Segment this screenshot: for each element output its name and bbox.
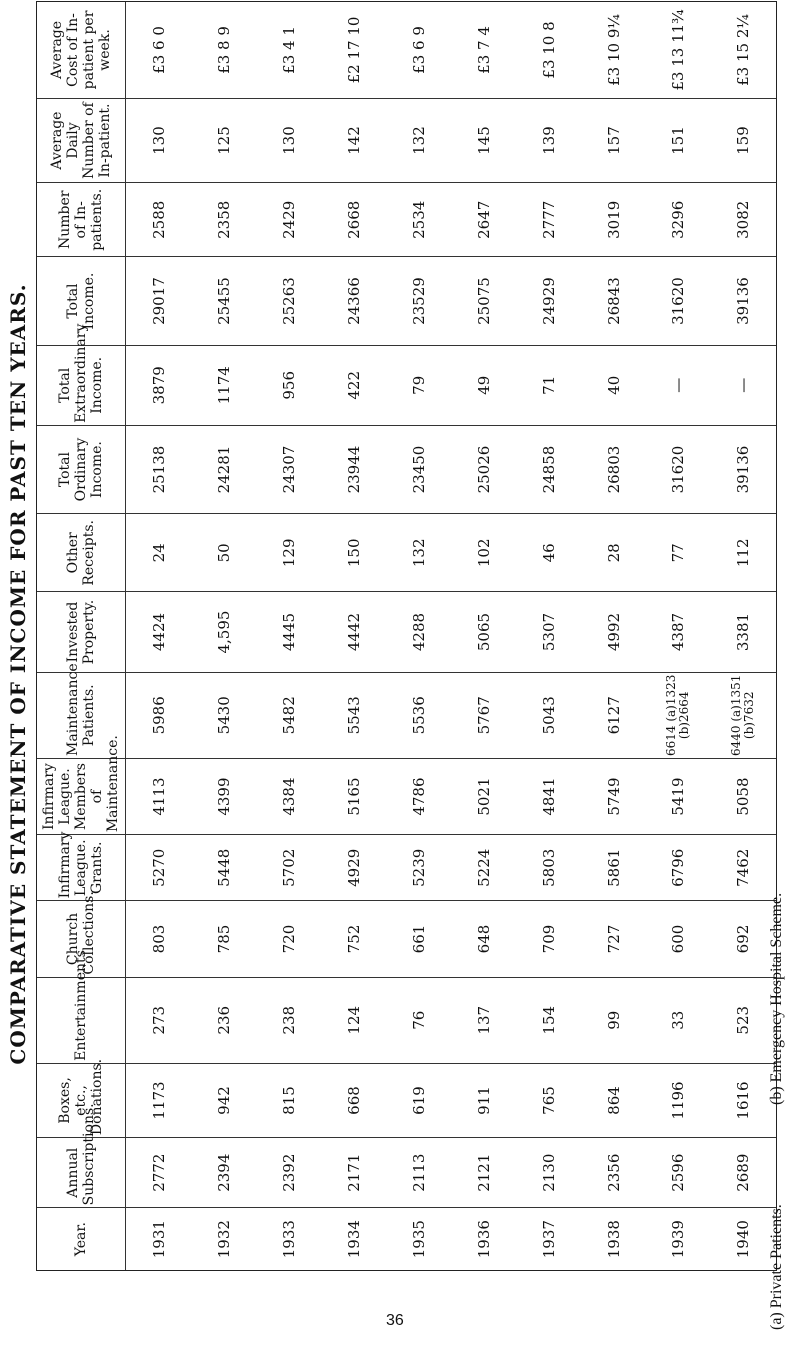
cell-invest: 4992 xyxy=(581,592,646,672)
cell-members: 5749 xyxy=(581,758,646,834)
cell-extra: — xyxy=(711,345,776,425)
column-header: Total Extraordinary Income. xyxy=(37,345,126,425)
cell-maint: 5986 xyxy=(126,672,191,758)
cell-church: 803 xyxy=(126,901,191,977)
cell-inpat: 3082 xyxy=(711,183,776,257)
cell-year: 1940 xyxy=(734,1220,753,1259)
cell-ent: 137 xyxy=(451,977,516,1063)
column-header: Entertainments xyxy=(37,977,126,1063)
cell-cost: £3 8 9 xyxy=(191,2,256,98)
footnote-b: (b) Emergency Hospital Scheme. xyxy=(768,892,785,1105)
cell-invest: 5065 xyxy=(451,592,516,672)
cell-church: 692 xyxy=(711,901,776,977)
table-body xyxy=(126,2,776,1270)
cell-boxes: 911 xyxy=(451,1063,516,1137)
cell-inpat: 2588 xyxy=(126,183,191,257)
cell-ent: 99 xyxy=(581,977,646,1063)
cell-year: 1937 xyxy=(539,1220,558,1259)
cell-members: 4841 xyxy=(516,758,581,834)
cell-year: 1935 xyxy=(409,1220,428,1259)
cell-subs: 2130 xyxy=(516,1138,581,1208)
cell-ord: 24858 xyxy=(516,425,581,513)
cell-maint: 5536 xyxy=(386,672,451,758)
cell-other: 50 xyxy=(191,514,256,592)
cell-daily: 142 xyxy=(321,98,386,182)
column-header: Number of In-patients. xyxy=(37,183,126,257)
cell-extra: 1174 xyxy=(191,345,256,425)
table-row xyxy=(711,2,776,1270)
cell-ord: 24307 xyxy=(256,425,321,513)
cell-inpat: 2534 xyxy=(386,183,451,257)
cell-year: 1936 xyxy=(474,1220,493,1259)
header-row xyxy=(37,2,126,1270)
cell-grants: 5448 xyxy=(191,835,256,901)
cell-subs: 2121 xyxy=(451,1138,516,1208)
cell-invest: 4,595 xyxy=(191,592,256,672)
cell-extra: 956 xyxy=(256,345,321,425)
cell-invest: 4445 xyxy=(256,592,321,672)
cell-maint: 5043 xyxy=(516,672,581,758)
table-row xyxy=(126,2,191,1270)
column-header: Year. xyxy=(37,1208,126,1270)
cell-maint: 5767 xyxy=(451,672,516,758)
cell-church: 661 xyxy=(386,901,451,977)
cell-extra: 79 xyxy=(386,345,451,425)
cell-daily: 130 xyxy=(126,98,191,182)
cell-ord: 24281 xyxy=(191,425,256,513)
cell-members: 4786 xyxy=(386,758,451,834)
cell-year: 1933 xyxy=(279,1220,298,1259)
cell-other: 129 xyxy=(256,514,321,592)
cell-daily: 132 xyxy=(386,98,451,182)
footnote-a: (a) Private Patients. xyxy=(768,1204,785,1330)
cell-church: 752 xyxy=(321,901,386,977)
cell-members: 5165 xyxy=(321,758,386,834)
cell-cost: £3 7 4 xyxy=(451,2,516,98)
cell-boxes: 619 xyxy=(386,1063,451,1137)
cell-church: 785 xyxy=(191,901,256,977)
cell-grants: 6796 xyxy=(646,835,711,901)
cell-inpat: 3019 xyxy=(581,183,646,257)
table-row xyxy=(256,2,321,1270)
cell-invest: 4424 xyxy=(126,592,191,672)
cell-total: 26843 xyxy=(581,257,646,345)
cell-total: 25455 xyxy=(191,257,256,345)
cell-year: 1939 xyxy=(669,1220,688,1259)
column-header: Boxes, etc., Donations. xyxy=(37,1063,126,1137)
cell-boxes: 1616 xyxy=(711,1063,776,1137)
cell-other: 112 xyxy=(711,514,776,592)
cell-ent: 124 xyxy=(321,977,386,1063)
column-header: Maintenance Patients. xyxy=(37,672,126,758)
cell-subs: 2113 xyxy=(386,1138,451,1208)
cell-boxes: 1173 xyxy=(126,1063,191,1137)
cell-members: 4384 xyxy=(256,758,321,834)
cell-invest: 4288 xyxy=(386,592,451,672)
column-header: Infirmary League. Grants. xyxy=(37,835,126,901)
cell-subs: 2394 xyxy=(191,1138,256,1208)
cell-invest: 5307 xyxy=(516,592,581,672)
cell-total: 31620 xyxy=(646,257,711,345)
cell-grants: 5702 xyxy=(256,835,321,901)
cell-cost: £3 6 9 xyxy=(386,2,451,98)
cell-invest: 4387 xyxy=(646,592,711,672)
cell-ord: 25026 xyxy=(451,425,516,513)
cell-extra: — xyxy=(646,345,711,425)
cell-maint: 5543 xyxy=(321,672,386,758)
cell-ent: 76 xyxy=(386,977,451,1063)
cell-maint: 5430 xyxy=(191,672,256,758)
table-row xyxy=(581,2,646,1270)
cell-ord: 23450 xyxy=(386,425,451,513)
cell-members: 4113 xyxy=(126,758,191,834)
cell-grants: 5270 xyxy=(126,835,191,901)
cell-ord: 31620 xyxy=(646,425,711,513)
cell-subs: 2171 xyxy=(321,1138,386,1208)
table-row xyxy=(516,2,581,1270)
cell-grants: 5803 xyxy=(516,835,581,901)
cell-cost: £3 4 1 xyxy=(256,2,321,98)
column-header: Total Ordinary Income. xyxy=(37,425,126,513)
column-header: Invested Property. xyxy=(37,592,126,672)
cell-ord: 39136 xyxy=(711,425,776,513)
cell-grants: 4929 xyxy=(321,835,386,901)
cell-invest: 3381 xyxy=(711,592,776,672)
income-table-grid xyxy=(37,2,776,1270)
cell-subs: 2596 xyxy=(646,1138,711,1208)
cell-other: 132 xyxy=(386,514,451,592)
cell-ent: 236 xyxy=(191,977,256,1063)
column-header: Church Collections. xyxy=(37,901,126,977)
page-title: COMPARATIVE STATEMENT OF INCOME FOR PAST TEN YEARS. xyxy=(6,283,30,1065)
cell-year: 1934 xyxy=(344,1220,363,1259)
cell-inpat: 2429 xyxy=(256,183,321,257)
cell-ent: 33 xyxy=(646,977,711,1063)
cell-year: 1931 xyxy=(149,1220,168,1259)
cell-grants: 5224 xyxy=(451,835,516,901)
cell-extra: 422 xyxy=(321,345,386,425)
cell-grants: 7462 xyxy=(711,835,776,901)
cell-extra: 49 xyxy=(451,345,516,425)
cell-ord: 23944 xyxy=(321,425,386,513)
column-header: Infirmary League. Members of Maintenance. xyxy=(37,758,126,834)
table-row xyxy=(191,2,256,1270)
cell-members: 4399 xyxy=(191,758,256,834)
cell-other: 46 xyxy=(516,514,581,592)
income-table xyxy=(36,1,777,1271)
cell-year: 1938 xyxy=(604,1220,623,1259)
cell-total: 25263 xyxy=(256,257,321,345)
table-row xyxy=(646,2,711,1270)
cell-maint: 6127 xyxy=(581,672,646,758)
page-number: 36 xyxy=(386,1312,404,1329)
cell-daily: 157 xyxy=(581,98,646,182)
cell-subs: 2772 xyxy=(126,1138,191,1208)
cell-ent: 238 xyxy=(256,977,321,1063)
cell-daily: 139 xyxy=(516,98,581,182)
cell-extra: 40 xyxy=(581,345,646,425)
cell-church: 709 xyxy=(516,901,581,977)
cell-daily: 151 xyxy=(646,98,711,182)
cell-total: 24929 xyxy=(516,257,581,345)
cell-inpat: 2358 xyxy=(191,183,256,257)
cell-extra: 71 xyxy=(516,345,581,425)
column-header: Average Daily Number of In-patient. xyxy=(37,98,126,182)
cell-year: 1932 xyxy=(214,1220,233,1259)
cell-grants: 5239 xyxy=(386,835,451,901)
table-row xyxy=(386,2,451,1270)
cell-ent: 523 xyxy=(711,977,776,1063)
cell-maint: 6614 (a)1323 (b)2664 xyxy=(646,672,711,758)
cell-church: 720 xyxy=(256,901,321,977)
cell-total: 23529 xyxy=(386,257,451,345)
cell-total: 24366 xyxy=(321,257,386,345)
cell-members: 5058 xyxy=(711,758,776,834)
cell-ord: 26803 xyxy=(581,425,646,513)
cell-cost: £3 6 0 xyxy=(126,2,191,98)
cell-daily: 145 xyxy=(451,98,516,182)
cell-other: 102 xyxy=(451,514,516,592)
cell-subs: 2392 xyxy=(256,1138,321,1208)
column-header: Average Cost of In-patient per week. xyxy=(37,2,126,98)
cell-inpat: 2668 xyxy=(321,183,386,257)
cell-boxes: 1196 xyxy=(646,1063,711,1137)
cell-other: 24 xyxy=(126,514,191,592)
cell-boxes: 815 xyxy=(256,1063,321,1137)
cell-inpat: 2647 xyxy=(451,183,516,257)
cell-maint: 6440 (a)1351 (b)7632 xyxy=(711,672,776,758)
cell-daily: 159 xyxy=(711,98,776,182)
table-row xyxy=(451,2,516,1270)
cell-other: 28 xyxy=(581,514,646,592)
cell-church: 648 xyxy=(451,901,516,977)
cell-members: 5021 xyxy=(451,758,516,834)
cell-grants: 5861 xyxy=(581,835,646,901)
column-header: Total Income. xyxy=(37,257,126,345)
cell-daily: 130 xyxy=(256,98,321,182)
cell-total: 39136 xyxy=(711,257,776,345)
cell-total: 29017 xyxy=(126,257,191,345)
cell-invest: 4442 xyxy=(321,592,386,672)
column-header: Annual Subscriptions. xyxy=(37,1138,126,1208)
cell-church: 727 xyxy=(581,901,646,977)
cell-other: 77 xyxy=(646,514,711,592)
cell-cost: £3 13 11¾ xyxy=(646,2,711,98)
cell-ent: 154 xyxy=(516,977,581,1063)
cell-cost: £2 17 10 xyxy=(321,2,386,98)
cell-maint: 5482 xyxy=(256,672,321,758)
cell-cost: £3 10 8 xyxy=(516,2,581,98)
cell-boxes: 864 xyxy=(581,1063,646,1137)
cell-church: 600 xyxy=(646,901,711,977)
cell-ord: 25138 xyxy=(126,425,191,513)
cell-inpat: 2777 xyxy=(516,183,581,257)
cell-inpat: 3296 xyxy=(646,183,711,257)
cell-other: 150 xyxy=(321,514,386,592)
cell-subs: 2689 xyxy=(711,1138,776,1208)
cell-boxes: 668 xyxy=(321,1063,386,1137)
cell-cost: £3 15 2¼ xyxy=(711,2,776,98)
cell-extra: 3879 xyxy=(126,345,191,425)
cell-total: 25075 xyxy=(451,257,516,345)
cell-boxes: 942 xyxy=(191,1063,256,1137)
cell-ent: 273 xyxy=(126,977,191,1063)
cell-members: 5419 xyxy=(646,758,711,834)
cell-daily: 125 xyxy=(191,98,256,182)
cell-boxes: 765 xyxy=(516,1063,581,1137)
column-header: Other Receipts. xyxy=(37,514,126,592)
table-row xyxy=(321,2,386,1270)
cell-cost: £3 10 9¼ xyxy=(581,2,646,98)
cell-subs: 2356 xyxy=(581,1138,646,1208)
